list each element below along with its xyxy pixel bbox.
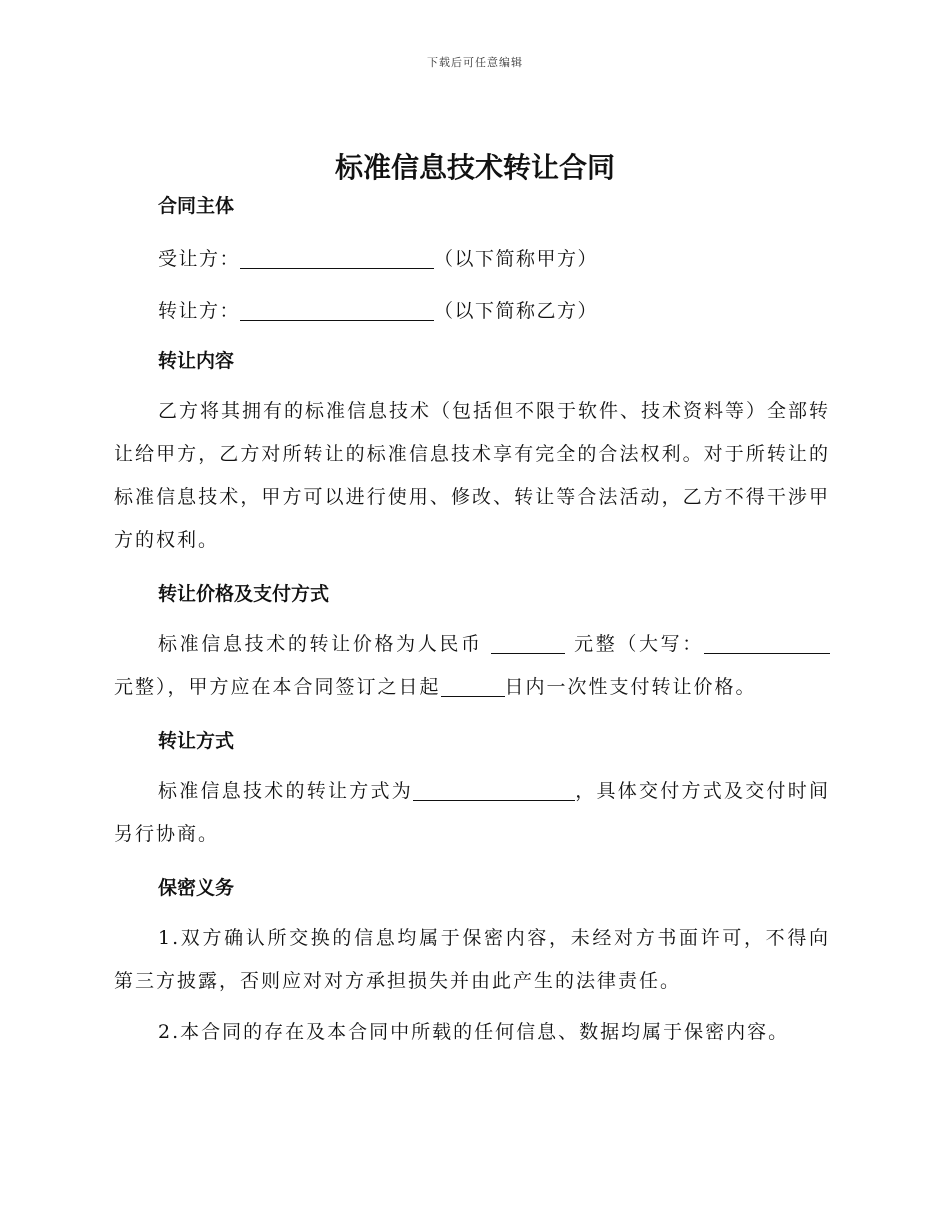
document-body	[114, 188, 830, 1054]
method-text-2: ，具体交付方式及交付时间另行协商。	[114, 780, 830, 845]
content-paragraph: 乙方将其拥有的标准信息技术（包括但不限于软件、技术资料等）全部转让给甲方，乙方对所转让的标准信息技术享有完全的合法权利。对于所转让的标准信息技术，甲方可以进行使用、修改、转让等合法活动，乙方不得干涉甲方的权利。	[114, 400, 831, 551]
transferor-blank[interactable]	[240, 298, 434, 321]
price-paragraph	[114, 623, 830, 709]
section-heading-parties: 合同主体	[158, 195, 235, 217]
transferee-suffix: （以下简称甲方）	[434, 248, 599, 270]
price-text-4: 日内一次性支付转让价格。	[504, 676, 757, 698]
method-text-1: 标准信息技术的转让方式为	[158, 780, 413, 802]
method-blank[interactable]	[413, 780, 575, 801]
price-amount-blank[interactable]	[491, 633, 565, 654]
transferee-blank[interactable]	[240, 246, 434, 269]
price-text-2: 元整（大写：	[574, 633, 704, 655]
confidentiality-clause-1: 1.双方确认所交换的信息均属于保密内容，未经对方书面许可，不得向第三方披露，否则应对对方承担损失并由此产生的法律责任。	[114, 927, 830, 992]
transferor-label: 转让方：	[158, 300, 241, 322]
payment-days-blank[interactable]	[441, 676, 505, 697]
price-text-1: 标准信息技术的转让价格为人民币	[158, 633, 483, 655]
page-header-note: 下载后可任意编辑	[427, 56, 523, 69]
price-capital-blank[interactable]	[704, 633, 830, 654]
method-paragraph	[114, 770, 830, 856]
transferee-line	[158, 241, 830, 277]
section-heading-confidentiality: 保密义务	[158, 877, 235, 899]
section-heading-method: 转让方式	[158, 730, 235, 752]
transferor-line	[158, 293, 830, 329]
price-text-3: 元整），甲方应在本合同签订之日起	[114, 676, 441, 698]
section-heading-price: 转让价格及支付方式	[158, 583, 330, 605]
confidentiality-clause-2: 2.本合同的存在及本合同中所载的任何信息、数据均属于保密内容。	[158, 1021, 790, 1043]
document-title: 标准信息技术转让合同	[334, 151, 615, 184]
transferee-label: 受让方：	[158, 248, 241, 270]
transferor-suffix: （以下简称乙方）	[434, 300, 599, 322]
section-heading-content: 转让内容	[158, 350, 235, 372]
